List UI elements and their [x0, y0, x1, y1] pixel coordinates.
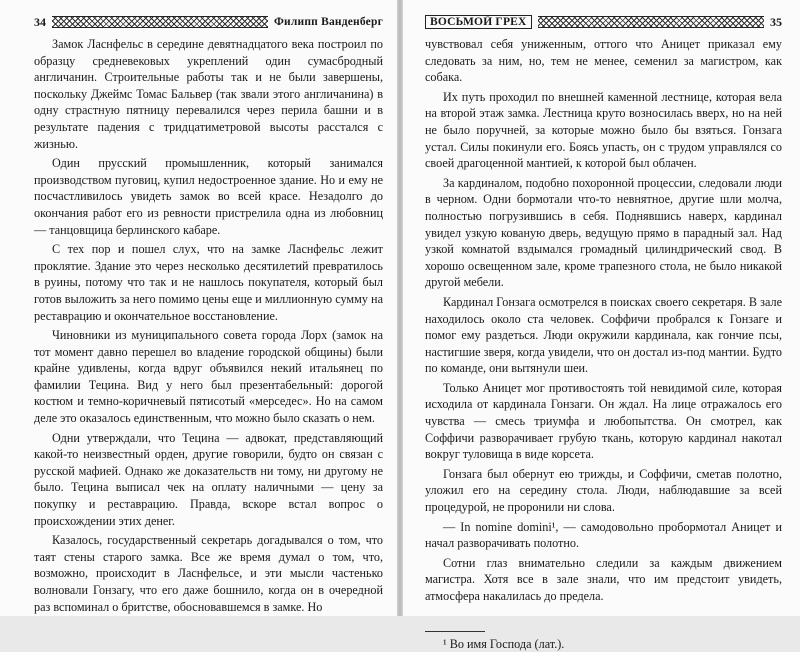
footnote-rule	[425, 631, 485, 632]
right-page-number: 35	[770, 14, 782, 29]
paragraph: С тех пор и пошел слух, что на замке Ласнфельс лежит проклятие. Здание это через несколько десятилетий превратилось в руины, потому что так и не нашлось покупателя, который был готов выложить за него помимо цены еще и миллионную сумму на реставрацию и окончательное восстановление.	[34, 242, 383, 323]
right-page-text	[425, 36, 782, 652]
paragraph: Их путь проходил по внешней каменной лестнице, которая вела на второй этаж замка. Лестница круто возносилась вверх, но на ней не было поручней, за которые можно было бы взяться. Гонзага устал. Силы покинули его. Боясь упасть, он с трудом управлялся со своей драгоценной мантией, к которой был облачен.	[425, 89, 782, 171]
header-ornament	[538, 16, 764, 28]
paragraph: Гонзага был обернут ею трижды, и Соффичи, сметав полотно, уложил его на середину стола. Люди, наблюдавшие за всей процедурой, не проронили ни слова.	[425, 466, 782, 515]
paragraph: Казалось, государственный секретарь догадывался о том, что таят стены старого замка. Все же время думал о том, что, возможно, происходит в Ласнфельсе, и эти мысли частенько волновали Гонзагу, что его даже бошнило, когда он в очередной раз вспоминал о бритстве, обосновавшемся в замке. Но	[34, 533, 383, 614]
left-page-header	[34, 14, 383, 30]
paragraph: Только Аницет мог противостоять той невидимой силе, которая исходила от кардинала Гонзаги. Он ждал. На лице отражалось его чувства — смесь триумфа и любопытства. Он смотрел, как Соффичи разворачивает грубую ткань, которую кардинал накотал вокруг туловища в виде корсета.	[425, 380, 782, 462]
right-page	[403, 0, 800, 651]
left-page	[0, 0, 397, 616]
paragraph: Чиновники из муниципального совета города Лорх (замок на тот момент давно перешел во владение городской общины) были крайне удивлены, когда вдруг объявился некий итальянец по фамилии Тецина. Вид у него был презентабельный: дорогой костюм и темно-коричневый пятисотый «мерседес». Но на самом деле это оказалось единственным, что можно было сказать о нем.	[34, 328, 383, 426]
paragraph: За кардиналом, подобно похоронной процессии, следовали люди в черном. Одни бормотали что-то невнятное, другие шли молча, полностью погрузившись в себя. Поднявшись наверх, кардинал увидел узкую кованую дверь, ведущую прямо в парадный зал. Над узкой комнатой вздымался громадный цилиндрический свод. В хорошо освещенном зале, кроме трапезного стола, не было никакой другой мебели.	[425, 175, 782, 290]
footnote: ¹ Во имя Господа (лат.).	[443, 636, 565, 651]
paragraph: Кардинал Гонзага осмотрелся в поисках своего секретаря. В зале находилось около ста человек. Соффичи пробрался к Гонзаге и помог ему раздеться. Люди окружили кардинала, как гончие псы, настигшие зверя, когда увидели, что он достал из-под мантии. Будто по команде, они вытянули шеи.	[425, 294, 782, 376]
left-page-number: 34	[34, 14, 46, 29]
right-page-header	[425, 14, 782, 30]
paragraph: Сотни глаз внимательно следили за каждым движением магистра. Хотя все в зале знали, что им предстоит увидеть, атмосфера накалилась до предела.	[425, 555, 782, 603]
paragraph: — In nomine domini¹, — самодовольно пробормотал Аницет и начал разворачивать полотно.	[425, 519, 782, 551]
paragraph: Одни утверждали, что Тецина — адвокат, представляющий какой-то неизвестный орден, другие говорили, будто он связан с русской мафией. Однако же доказательств ни тому, ни другому не было. Тецина выписал чек на оплату наличными — цену за покупку и реставрацию. Правда, вскоре встал вопрос о происхождении этих денег.	[34, 430, 383, 528]
right-running-head: ВОСЬМОЙ ГРЕХ	[425, 15, 532, 29]
header-ornament	[52, 16, 268, 28]
paragraph: Замок Ласнфельс в середине девятнадцатого века построил по образцу средневековых укреплений один сумасбродный англичанин. Строительные работы так и не были завершены, поскольку Джеймс Томас Бальвер (так звали этого англичанина) в одну страстную пятницу перевалился через перила башни и в результате падения с тридцатиметровой высоты расстался с жизнью.	[34, 37, 383, 151]
left-page-text	[34, 36, 383, 615]
paragraph: Один прусский промышленник, который занимался производством пуговиц, купил недостроенное здание. Но и ему не посчастливилось увидеть замок во всей красе. Незадолго до окончания работ его из ревности пристрелила одна из любовниц — танцовщица берлинского кабаре.	[34, 156, 383, 237]
paragraph: чувствовал себя униженным, оттого что Аницет приказал ему следовать за ним, но, тем не менее, семенил за магистром, как собака.	[425, 37, 782, 85]
left-running-head: Филипп Ванденберг	[273, 16, 383, 28]
